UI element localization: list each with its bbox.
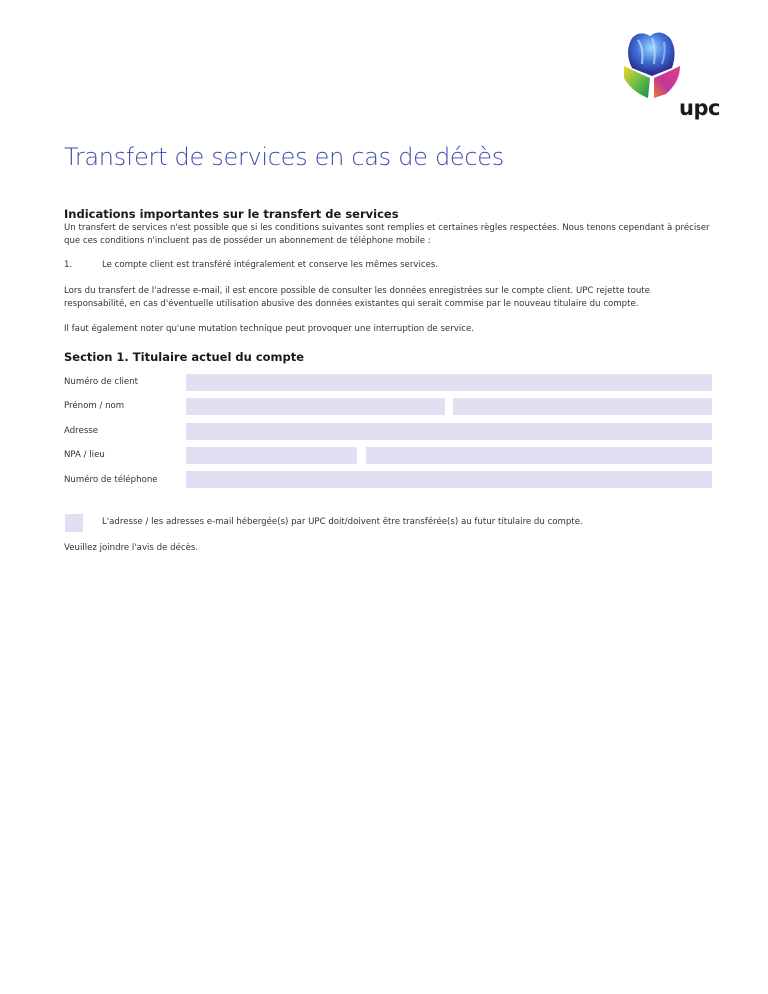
page-title: Transfert de services en cas de décès bbox=[64, 143, 504, 171]
address-input[interactable] bbox=[186, 423, 712, 440]
city-input[interactable] bbox=[366, 447, 712, 464]
list-item-text: Le compte client est transféré intégralement et conserve les mêmes services. bbox=[102, 260, 439, 270]
section1-heading: Section 1. Titulaire actuel du compte bbox=[64, 350, 305, 364]
intro-heading: Indications importantes sur le transfert de services bbox=[64, 207, 399, 221]
transfer-email-checkbox-label: L'adresse / les adresses e-mail hébergée(s) par UPC doit/doivent être transférée(s) au futur titulaire du compte. bbox=[102, 517, 583, 527]
client-number-label: Numéro de client bbox=[64, 377, 138, 387]
list-item-number: 1. bbox=[64, 260, 73, 270]
death-notice-note: Veuillez joindre l'avis de décès. bbox=[64, 543, 199, 553]
upc-wordmark: upc bbox=[679, 96, 720, 120]
last-name-input[interactable] bbox=[453, 398, 712, 415]
upc-logo bbox=[614, 30, 724, 120]
intro-paragraph-2: Lors du transfert de l'adresse e-mail, il est encore possible de consulter les données enregistrées sur le compte client. UPC rejette toute responsabilité, en cas d'éventuelle utilisation abusive des données existantes qui serait commise par le nouveau titulaire du compte. bbox=[64, 286, 650, 309]
name-label: Prénom / nom bbox=[64, 401, 125, 411]
intro-paragraph-1: Un transfert de services n'est possible que si les conditions suivantes sont remplies et certaines règles respectées. Nous tenons cependant à préciser que ces conditions n'incluent pas de posséder un abonnement de téléphone mobile : bbox=[64, 223, 710, 246]
client-number-input[interactable] bbox=[186, 374, 712, 391]
address-label: Adresse bbox=[64, 426, 99, 436]
phone-label: Numéro de téléphone bbox=[64, 475, 158, 485]
zip-input[interactable] bbox=[186, 447, 357, 464]
upc-cube-logo-icon bbox=[620, 30, 684, 102]
phone-input[interactable] bbox=[186, 471, 712, 488]
zip-city-label: NPA / lieu bbox=[64, 450, 105, 460]
intro-paragraph-3: Il faut également noter qu'une mutation technique peut provoquer une interruption de service. bbox=[64, 324, 474, 334]
first-name-input[interactable] bbox=[186, 398, 445, 415]
transfer-email-checkbox[interactable] bbox=[65, 514, 83, 532]
